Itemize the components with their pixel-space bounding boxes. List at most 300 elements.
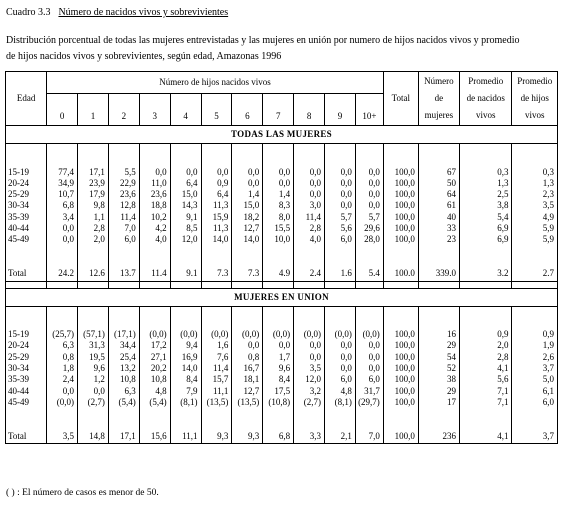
description-line: de hijos nacidos vivos y sobrevivientes, según edad, Amazonas 1996 bbox=[6, 51, 282, 62]
spacer-row bbox=[6, 257, 558, 268]
table-row bbox=[6, 212, 558, 223]
table-cell: 3,2 bbox=[294, 386, 325, 397]
table-cell: 3.2 bbox=[459, 268, 512, 281]
table-cell: 236 bbox=[418, 431, 459, 444]
table-cell: 339.0 bbox=[418, 268, 459, 281]
table-cell: 0,0 bbox=[78, 386, 109, 397]
table-header bbox=[6, 72, 558, 126]
table-cell: 3,4 bbox=[47, 212, 78, 223]
row-label: 35-39 bbox=[6, 374, 47, 385]
table-cell: 5,6 bbox=[459, 374, 512, 385]
table-row bbox=[6, 223, 558, 234]
table-cell: 3,5 bbox=[47, 431, 78, 444]
header-children-count: 8 bbox=[294, 94, 325, 126]
table-cell: 4,1 bbox=[459, 431, 512, 444]
table-cell: 31,7 bbox=[355, 386, 383, 397]
row-label: 20-24 bbox=[6, 178, 47, 189]
table-cell: 3,0 bbox=[294, 200, 325, 211]
table-cell: 12,0 bbox=[294, 374, 325, 385]
table-cell: 23,9 bbox=[78, 178, 109, 189]
row-label: 40-44 bbox=[6, 386, 47, 397]
table-cell: 100,0 bbox=[383, 329, 418, 340]
table-cell: 40 bbox=[418, 212, 459, 223]
table-cell: 0,0 bbox=[325, 340, 356, 351]
table-cell: 0,0 bbox=[139, 167, 170, 178]
table-cell: 6,0 bbox=[325, 374, 356, 385]
table-cell: 11,0 bbox=[139, 178, 170, 189]
table-cell: 8,4 bbox=[263, 374, 294, 385]
header-children-count: 0 bbox=[47, 94, 78, 126]
table-cell: 100,0 bbox=[383, 352, 418, 363]
table-cell: 7,1 bbox=[459, 386, 512, 397]
table-cell: 12,7 bbox=[232, 223, 263, 234]
table-cell: 1,7 bbox=[263, 352, 294, 363]
table-cell: 0,9 bbox=[512, 329, 558, 340]
table-cell: 16 bbox=[418, 329, 459, 340]
table-cell: 2,0 bbox=[459, 340, 512, 351]
table-cell: 18,8 bbox=[139, 200, 170, 211]
table-cell: 0,0 bbox=[232, 178, 263, 189]
table-cell: 0,0 bbox=[294, 167, 325, 178]
header-edad: Edad bbox=[6, 72, 47, 126]
spacer-row bbox=[6, 318, 558, 329]
table-row bbox=[6, 178, 558, 189]
table-cell: 1.6 bbox=[325, 268, 356, 281]
table-cell: 2,6 bbox=[512, 352, 558, 363]
row-label: 40-44 bbox=[6, 223, 47, 234]
table-row bbox=[6, 397, 558, 408]
table-cell: 8,4 bbox=[170, 374, 201, 385]
header-group-children: Número de hijos nacidos vivos bbox=[47, 72, 384, 94]
table-cell: 100,0 bbox=[383, 212, 418, 223]
table-caption bbox=[6, 7, 228, 18]
table-cell: 14,0 bbox=[232, 234, 263, 245]
table-cell: (5,4) bbox=[108, 397, 139, 408]
table-cell: 4.9 bbox=[263, 268, 294, 281]
table-cell: 1,4 bbox=[263, 189, 294, 200]
table-cell: 17,1 bbox=[108, 431, 139, 444]
table-cell: 29,6 bbox=[355, 223, 383, 234]
table-cell: 4,1 bbox=[459, 363, 512, 374]
total-row bbox=[6, 268, 558, 281]
table-cell: 100,0 bbox=[383, 178, 418, 189]
row-label: 45-49 bbox=[6, 397, 47, 408]
table-cell: 67 bbox=[418, 167, 459, 178]
table-cell: 100,0 bbox=[383, 200, 418, 211]
table-cell: 8,0 bbox=[263, 212, 294, 223]
total-row bbox=[6, 431, 558, 444]
table-cell: 11,4 bbox=[201, 363, 232, 374]
table-cell: 1,1 bbox=[78, 212, 109, 223]
section-header-row bbox=[6, 126, 558, 144]
section-header-row bbox=[6, 288, 558, 306]
header-children-count: 6 bbox=[232, 94, 263, 126]
table-cell: 77,4 bbox=[47, 167, 78, 178]
table-cell: 16,9 bbox=[170, 352, 201, 363]
table-cell: (29,7) bbox=[355, 397, 383, 408]
header-total: Total bbox=[383, 72, 418, 126]
table-cell: 61 bbox=[418, 200, 459, 211]
table-cell: 15,7 bbox=[201, 374, 232, 385]
table-cell: 33 bbox=[418, 223, 459, 234]
table-cell: 0,0 bbox=[355, 189, 383, 200]
table-cell: (5,4) bbox=[139, 397, 170, 408]
table-cell: 28,0 bbox=[355, 234, 383, 245]
table-cell: 100,0 bbox=[383, 374, 418, 385]
table-cell: 0,0 bbox=[47, 223, 78, 234]
table-cell: 100,0 bbox=[383, 223, 418, 234]
table-cell: 15,5 bbox=[263, 223, 294, 234]
table-cell: 0,0 bbox=[355, 167, 383, 178]
spacer-row bbox=[6, 155, 558, 166]
table-cell: 100,0 bbox=[383, 234, 418, 245]
data-table bbox=[5, 71, 558, 444]
header-children-count: 2 bbox=[108, 94, 139, 126]
table-cell: 54 bbox=[418, 352, 459, 363]
table-cell: 12,0 bbox=[170, 234, 201, 245]
table-cell: 1,9 bbox=[512, 340, 558, 351]
table-cell: 2,1 bbox=[325, 431, 356, 444]
table-cell: 38 bbox=[418, 374, 459, 385]
table-cell: 27,1 bbox=[139, 352, 170, 363]
table-cell: 2,3 bbox=[512, 189, 558, 200]
table-cell: 0,0 bbox=[355, 363, 383, 374]
table-cell: 4,2 bbox=[139, 223, 170, 234]
table-cell: 100,0 bbox=[383, 386, 418, 397]
table-cell: 6,4 bbox=[170, 178, 201, 189]
table-cell: 9,6 bbox=[263, 363, 294, 374]
table-cell: 0,0 bbox=[201, 167, 232, 178]
table-cell: 14,0 bbox=[170, 363, 201, 374]
table-cell: 6,0 bbox=[325, 234, 356, 245]
table-cell: 11,4 bbox=[294, 212, 325, 223]
table-cell: 0,9 bbox=[459, 329, 512, 340]
header-children-count: 1 bbox=[78, 94, 109, 126]
row-label: Total bbox=[6, 431, 47, 444]
table-cell: 3,8 bbox=[459, 200, 512, 211]
table-cell: (17,1) bbox=[108, 329, 139, 340]
table-cell: 6,8 bbox=[263, 431, 294, 444]
table-cell: 0,0 bbox=[294, 340, 325, 351]
table-cell: (25,7) bbox=[47, 329, 78, 340]
table-row bbox=[6, 200, 558, 211]
row-label: 45-49 bbox=[6, 234, 47, 245]
table-cell: 5,5 bbox=[108, 167, 139, 178]
spacer-row bbox=[6, 144, 558, 156]
table-cell: 100,0 bbox=[383, 340, 418, 351]
table-cell: 17 bbox=[418, 397, 459, 408]
table-cell: 12,7 bbox=[232, 386, 263, 397]
table-cell: 0,0 bbox=[355, 340, 383, 351]
header-children-count: 5 bbox=[201, 94, 232, 126]
table-row bbox=[6, 234, 558, 245]
table-cell: 17,1 bbox=[78, 167, 109, 178]
table-cell: 17,9 bbox=[78, 189, 109, 200]
table-cell: 0,0 bbox=[325, 167, 356, 178]
table-cell: 13.7 bbox=[108, 268, 139, 281]
table-cell: (0,0) bbox=[355, 329, 383, 340]
table-cell: 9,3 bbox=[232, 431, 263, 444]
row-label: 30-34 bbox=[6, 200, 47, 211]
table-cell: 4,8 bbox=[325, 386, 356, 397]
row-label: 25-29 bbox=[6, 352, 47, 363]
table-cell: 0,0 bbox=[325, 178, 356, 189]
table-cell: (0,0) bbox=[47, 397, 78, 408]
table-cell: 6,3 bbox=[108, 386, 139, 397]
table-cell: 15,9 bbox=[201, 212, 232, 223]
table-cell: 18,2 bbox=[232, 212, 263, 223]
row-label: 35-39 bbox=[6, 212, 47, 223]
table-cell: 3,5 bbox=[512, 200, 558, 211]
caption-number: Cuadro 3.3 bbox=[6, 7, 51, 18]
header-children-count: 4 bbox=[170, 94, 201, 126]
table-cell: (0,0) bbox=[201, 329, 232, 340]
row-label: Total bbox=[6, 268, 47, 281]
table-cell: 10,2 bbox=[139, 212, 170, 223]
table-cell: 0,8 bbox=[47, 352, 78, 363]
section-title: MUJERES EN UNION bbox=[6, 288, 558, 306]
table-cell: 9,4 bbox=[170, 340, 201, 351]
table-cell: 5,4 bbox=[459, 212, 512, 223]
table-cell: 22,9 bbox=[108, 178, 139, 189]
table-cell: 20,2 bbox=[139, 363, 170, 374]
table-cell: 7,9 bbox=[170, 386, 201, 397]
table-cell: 7,0 bbox=[108, 223, 139, 234]
table-row bbox=[6, 386, 558, 397]
table-cell: 7.3 bbox=[232, 268, 263, 281]
table-cell: 29 bbox=[418, 386, 459, 397]
table-cell: 13,2 bbox=[108, 363, 139, 374]
table-cell: 31,3 bbox=[78, 340, 109, 351]
table-cell: 2,8 bbox=[294, 223, 325, 234]
table-cell: 2,8 bbox=[78, 223, 109, 234]
table-cell: 1,4 bbox=[232, 189, 263, 200]
table-cell: (2,7) bbox=[78, 397, 109, 408]
table-cell: 8,5 bbox=[170, 223, 201, 234]
table-cell: 19,5 bbox=[78, 352, 109, 363]
table-cell: 100,0 bbox=[383, 431, 418, 444]
table-body bbox=[6, 126, 558, 444]
table-cell: 0,0 bbox=[325, 352, 356, 363]
table-cell: 23 bbox=[418, 234, 459, 245]
table-cell: (0,0) bbox=[139, 329, 170, 340]
table-cell: 6,0 bbox=[108, 234, 139, 245]
table-cell: 17,5 bbox=[263, 386, 294, 397]
table-cell: 14,8 bbox=[78, 431, 109, 444]
table-row bbox=[6, 363, 558, 374]
table-cell: (0,0) bbox=[232, 329, 263, 340]
table-cell: 18,1 bbox=[232, 374, 263, 385]
table-cell: 6,1 bbox=[512, 386, 558, 397]
table-cell: 0,0 bbox=[294, 178, 325, 189]
table-cell: 0,0 bbox=[294, 352, 325, 363]
row-label: 15-19 bbox=[6, 329, 47, 340]
table-cell: 11,4 bbox=[108, 212, 139, 223]
table-cell: 2,4 bbox=[47, 374, 78, 385]
table-cell: 6,8 bbox=[47, 200, 78, 211]
table-cell: 16,7 bbox=[232, 363, 263, 374]
row-label: 30-34 bbox=[6, 363, 47, 374]
description-line: Distribución porcentual de todas las mujeres entrevistadas y las mujeres en unión por numero de hijos nacidos vivos y promedio bbox=[6, 35, 520, 46]
table-cell: 0,0 bbox=[263, 178, 294, 189]
table-cell: 10,7 bbox=[47, 189, 78, 200]
table-cell: 0,0 bbox=[325, 200, 356, 211]
table-cell: 0,0 bbox=[355, 178, 383, 189]
table-cell: 0,9 bbox=[201, 178, 232, 189]
table-cell: 6,4 bbox=[201, 189, 232, 200]
header-children-count: 10+ bbox=[355, 94, 383, 126]
spacer-row bbox=[6, 246, 558, 257]
table-cell: 2.7 bbox=[512, 268, 558, 281]
table-cell: (0,0) bbox=[263, 329, 294, 340]
header-num-mujeres: Número de mujeres bbox=[418, 72, 459, 126]
table-cell: 25,4 bbox=[108, 352, 139, 363]
table-cell: 0,0 bbox=[263, 340, 294, 351]
table-cell: 4,8 bbox=[139, 386, 170, 397]
table-cell: 11,1 bbox=[170, 431, 201, 444]
table-cell: 5,7 bbox=[325, 212, 356, 223]
table-cell: 12.6 bbox=[78, 268, 109, 281]
table-cell: 0,8 bbox=[232, 352, 263, 363]
table-cell: 100,0 bbox=[383, 363, 418, 374]
table-cell: 4,0 bbox=[294, 234, 325, 245]
table-cell: 23,6 bbox=[108, 189, 139, 200]
table-cell: 17,2 bbox=[139, 340, 170, 351]
table-cell: 6,9 bbox=[459, 223, 512, 234]
table-cell: 5,0 bbox=[512, 374, 558, 385]
table-cell: 1,8 bbox=[47, 363, 78, 374]
table-cell: 11.4 bbox=[139, 268, 170, 281]
table-row bbox=[6, 374, 558, 385]
table-cell: 1,6 bbox=[201, 340, 232, 351]
table-cell: 7,6 bbox=[201, 352, 232, 363]
table-cell: 64 bbox=[418, 189, 459, 200]
table-cell: 4,9 bbox=[512, 212, 558, 223]
table-cell: 29 bbox=[418, 340, 459, 351]
table-cell: 100,0 bbox=[383, 397, 418, 408]
table-cell: 1,3 bbox=[459, 178, 512, 189]
table-row bbox=[6, 352, 558, 363]
table-cell: 10,8 bbox=[108, 374, 139, 385]
table-cell: 9,1 bbox=[170, 212, 201, 223]
table-cell: (2,7) bbox=[294, 397, 325, 408]
table-cell: 100,0 bbox=[383, 189, 418, 200]
table-cell: 7,1 bbox=[459, 397, 512, 408]
table-cell: 1,3 bbox=[512, 178, 558, 189]
table-cell: 14,0 bbox=[201, 234, 232, 245]
table-cell: 15,0 bbox=[232, 200, 263, 211]
table-cell: 0,0 bbox=[355, 352, 383, 363]
table-cell: 100.0 bbox=[383, 268, 418, 281]
table-cell: 9,6 bbox=[78, 363, 109, 374]
table-cell: 11,3 bbox=[201, 223, 232, 234]
table-cell: 12,8 bbox=[108, 200, 139, 211]
table-cell: 34,9 bbox=[47, 178, 78, 189]
table-cell: 0,0 bbox=[325, 189, 356, 200]
table-cell: 6,0 bbox=[355, 374, 383, 385]
table-cell: 11,1 bbox=[201, 386, 232, 397]
header-prom-hijos: Promedio de hijos vivos bbox=[512, 72, 558, 126]
table-cell: (8,1) bbox=[170, 397, 201, 408]
table-cell: 2,0 bbox=[78, 234, 109, 245]
table-cell: 52 bbox=[418, 363, 459, 374]
table-row bbox=[6, 329, 558, 340]
table-cell: 2,8 bbox=[459, 352, 512, 363]
table-cell: (0,0) bbox=[325, 329, 356, 340]
table-cell: 10,0 bbox=[263, 234, 294, 245]
table-row bbox=[6, 167, 558, 178]
table-cell: 3,5 bbox=[294, 363, 325, 374]
table-cell: 0,0 bbox=[355, 200, 383, 211]
table-cell: 0,3 bbox=[459, 167, 512, 178]
table-cell: (13,5) bbox=[201, 397, 232, 408]
table-cell: 15,6 bbox=[139, 431, 170, 444]
section-title: TODAS LAS MUJERES bbox=[6, 126, 558, 144]
table-cell: 0,0 bbox=[47, 386, 78, 397]
table-cell: 0,0 bbox=[232, 340, 263, 351]
table-cell: 0,0 bbox=[263, 167, 294, 178]
table-cell: (10,8) bbox=[263, 397, 294, 408]
table-cell: 0,0 bbox=[294, 189, 325, 200]
table-cell: (13,5) bbox=[232, 397, 263, 408]
table-row bbox=[6, 189, 558, 200]
row-label: 15-19 bbox=[6, 167, 47, 178]
table-cell: (57,1) bbox=[78, 329, 109, 340]
table-cell: 2.4 bbox=[294, 268, 325, 281]
table-cell: 9.1 bbox=[170, 268, 201, 281]
table-cell: 9,8 bbox=[78, 200, 109, 211]
table-cell: (8,1) bbox=[325, 397, 356, 408]
header-children-count: 7 bbox=[263, 94, 294, 126]
table-cell: 5,7 bbox=[355, 212, 383, 223]
table-description bbox=[6, 33, 556, 65]
table-cell: 0,0 bbox=[47, 234, 78, 245]
header-children-count: 9 bbox=[325, 94, 356, 126]
table-cell: 3,7 bbox=[512, 431, 558, 444]
table-cell: 0,0 bbox=[170, 167, 201, 178]
table-cell: 5.4 bbox=[355, 268, 383, 281]
header-children-count: 3 bbox=[139, 94, 170, 126]
row-label: 20-24 bbox=[6, 340, 47, 351]
table-cell: 6,3 bbox=[47, 340, 78, 351]
table-cell: (0,0) bbox=[170, 329, 201, 340]
table-cell: 0,3 bbox=[512, 167, 558, 178]
table-cell: 0,0 bbox=[232, 167, 263, 178]
table-cell: 14,3 bbox=[170, 200, 201, 211]
table-cell: 5,9 bbox=[512, 223, 558, 234]
spacer-row bbox=[6, 420, 558, 431]
table-cell: 4,0 bbox=[139, 234, 170, 245]
table-cell: 24.2 bbox=[47, 268, 78, 281]
table-cell: 10,8 bbox=[139, 374, 170, 385]
row-label: 25-29 bbox=[6, 189, 47, 200]
table-cell: 15,0 bbox=[170, 189, 201, 200]
table-row bbox=[6, 340, 558, 351]
table-cell: 8,3 bbox=[263, 200, 294, 211]
table-cell: 5,6 bbox=[325, 223, 356, 234]
spacer-row bbox=[6, 408, 558, 419]
table-cell: 3,3 bbox=[294, 431, 325, 444]
table-cell: 1,2 bbox=[78, 374, 109, 385]
table-cell: 50 bbox=[418, 178, 459, 189]
table-cell: 7,0 bbox=[355, 431, 383, 444]
table-cell: 5,9 bbox=[512, 234, 558, 245]
table-cell: 6,0 bbox=[512, 397, 558, 408]
table-cell: 0,0 bbox=[325, 363, 356, 374]
caption-title: Número de nacidos vivos y sobrevivientes bbox=[58, 7, 229, 18]
footnote: ( ) : El número de casos es menor de 50. bbox=[6, 488, 159, 498]
spacer-row bbox=[6, 306, 558, 318]
